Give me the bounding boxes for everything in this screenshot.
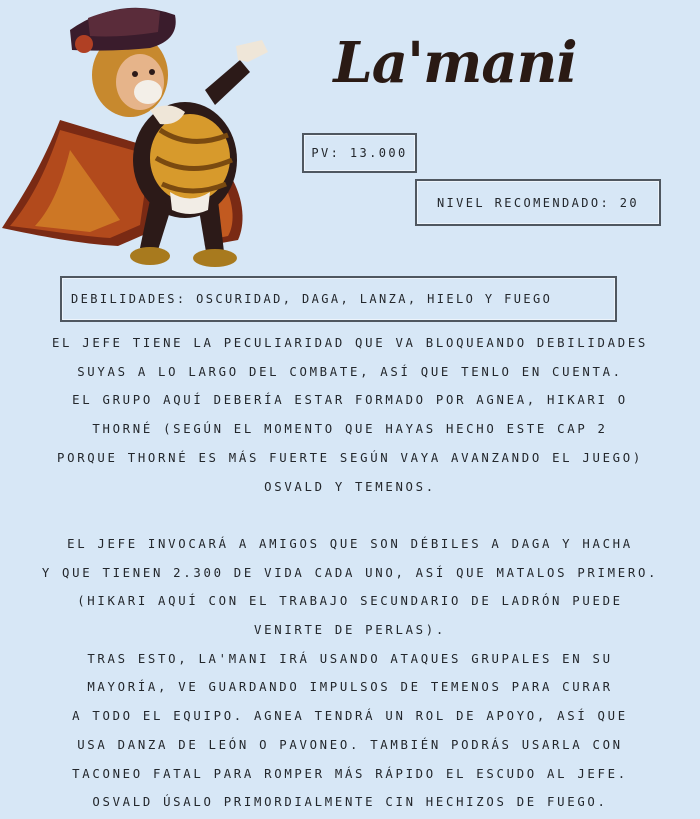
strategy-line: EL JEFE INVOCARÁ A AMIGOS QUE SON DÉBILES A DAGA Y HACHA (67, 536, 633, 551)
recommended-level-label: NIVEL RECOMENDADO: 20 (436, 195, 640, 210)
strategy-line: PORQUE THORNÉ ES MÁS FUERTE SEGÚN VAYA AVANZANDO EL JUEGO) (57, 450, 643, 465)
paragraph-gap (10, 501, 690, 530)
hp-label: PV: 13.000 (311, 146, 408, 160)
strategy-line: USA DANZA DE LEÓN O PAVONEO. TAMBIÉN PODRÁS USARLA CON (77, 737, 623, 752)
hp-box (302, 133, 417, 173)
boss-portrait (0, 0, 275, 272)
strategy-line: OSVALD Y TEMENOS. (264, 479, 436, 494)
strategy-line: MAYORÍA, VE GUARDANDO IMPULSOS DE TEMENOS PARA CURAR (87, 680, 613, 695)
strategy-line: SUYAS A LO LARGO DEL COMBATE, ASÍ QUE TENLO EN CUENTA. (77, 364, 623, 379)
boss-name: La'mani (333, 30, 577, 96)
strategy-line: Y QUE TIENEN 2.300 DE VIDA CADA UNO, ASÍ QUE MATALOS PRIMERO. (41, 565, 659, 580)
strategy-line: OSVALD ÚSALO PRIMORDIALMENTE CIN HECHIZOS DE FUEGO. (92, 795, 608, 810)
strategy-text (10, 329, 690, 817)
strategy-line: VENIRTE DE PERLAS). (254, 623, 446, 638)
strategy-line: EL GRUPO AQUÍ DEBERÍA ESTAR FORMADO POR AGNEA, HIKARI O (72, 393, 628, 408)
strategy-line: THORNÉ (SEGÚN EL MOMENTO QUE HAYAS HECHO ESTE CAP 2 (92, 422, 608, 437)
recommended-level-box (415, 179, 661, 226)
weaknesses-box (60, 276, 617, 322)
strategy-line: TACONEO FATAL PARA ROMPER MÁS RÁPIDO EL ESCUDO AL JEFE. (72, 766, 628, 781)
strategy-line: A TODO EL EQUIPO. AGNEA TENDRÁ UN ROL DE APOYO, ASÍ QUE (72, 709, 628, 724)
weaknesses-label: DEBILIDADES: OSCURIDAD, DAGA, LANZA, HIELO Y FUEGO (71, 292, 553, 306)
strategy-line: TRAS ESTO, LA'MANI IRÁ USANDO ATAQUES GRUPALES EN SU (87, 651, 613, 666)
strategy-line: (HIKARI AQUÍ CON EL TRABAJO SECUNDARIO DE LADRÓN PUEDE (77, 594, 623, 609)
strategy-line: EL JEFE TIENE LA PECULIARIDAD QUE VA BLOQUEANDO DEBILIDADES (51, 336, 649, 350)
